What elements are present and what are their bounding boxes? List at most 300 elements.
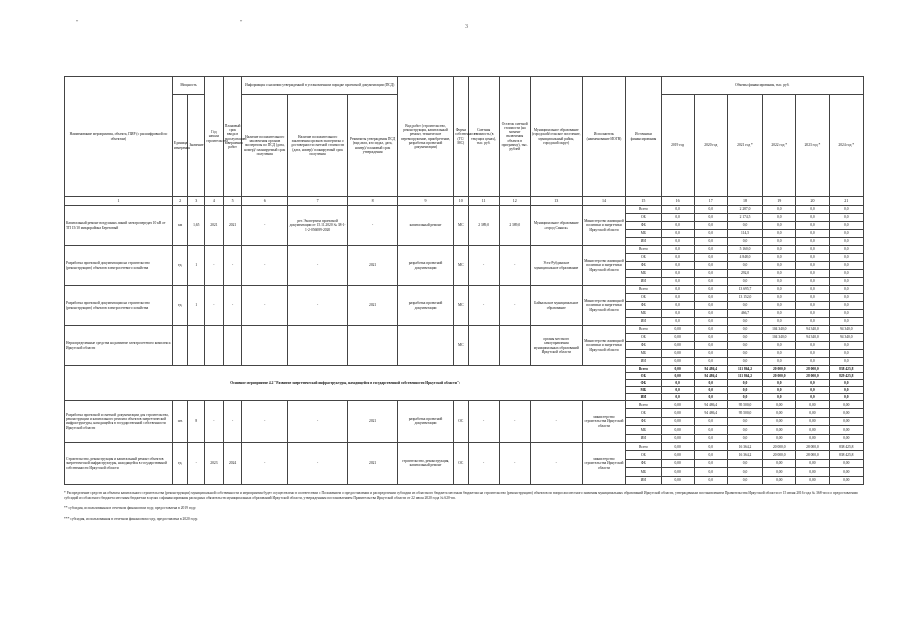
cell-amount: 0,0 <box>796 246 829 254</box>
cell-amount: 0,0 <box>727 262 762 270</box>
cell-amount: 20 000,0 <box>763 442 796 450</box>
cell-amount: 0,0 <box>694 310 727 318</box>
cell-amount: 0,00 <box>763 459 796 467</box>
cell-amount: 0,0 <box>661 302 694 310</box>
cell-amount: 94 486,4 <box>694 401 727 409</box>
cell-amount: 0,0 <box>727 278 762 286</box>
cell-amount: 0,0 <box>829 302 863 310</box>
cell-work-type: капитальный ремонт <box>398 206 454 246</box>
footnote-3: *** субсидия, использованная в отчетном финансовом году, предоставлена в 2020 году. <box>64 516 198 521</box>
cell-source: МБ <box>626 350 661 358</box>
cell-amount: 0,0 <box>829 380 863 387</box>
cell-amount: 0,0 <box>727 380 762 387</box>
table-row <box>65 246 864 254</box>
cell-amount: 0,0 <box>694 394 727 401</box>
col-num: 20 <box>796 197 829 206</box>
cell-reliability-conclusion: - <box>288 286 348 326</box>
cell-source: ФБ <box>626 417 661 425</box>
cell-reliability-conclusion: - <box>288 246 348 286</box>
cell-amount: 0,0 <box>694 222 727 230</box>
cell-amount: 28 000,0 <box>796 442 829 450</box>
cell-amount: 0,00 <box>661 373 694 380</box>
hdr-info-group: Информация о наличии утвержденной в установленном порядке проектной документации (ПСД) <box>242 77 398 95</box>
cell-amount: 0,0 <box>796 302 829 310</box>
cell-amount: 0,0 <box>763 262 796 270</box>
cell-amount: 13 695,7 <box>727 286 762 294</box>
cell-amount: 0,0 <box>763 222 796 230</box>
col-num: 1 <box>65 197 173 206</box>
cell-amount: 0,0 <box>694 380 727 387</box>
cell-amount: 0,0 <box>694 262 727 270</box>
cell-residual: - <box>499 286 530 326</box>
col-num: 11 <box>468 197 499 206</box>
cell-source: ФБ <box>626 262 661 270</box>
section-title: Основное мероприятие 4.2 "Развитие энергетической инфраструктуры, находящейся в государственной собственности Иркутской области": <box>65 366 626 401</box>
hdr-info-reliability: Наличие положительного заключения органов экспертизы о достоверности сметной стоимости (дата, номер)/ планируемый срок получения <box>288 95 348 197</box>
cell-amount: 0,0 <box>829 350 863 358</box>
cell-source: ОБ <box>626 373 661 380</box>
hdr-info-approval: Реквизиты утверждения ПСД (вид акта, кто издал, дата, номер)/ плановый срок утверждения <box>348 95 398 197</box>
cell-residual: 2 389,0 <box>499 206 530 246</box>
cell-positive-conclusion: - <box>242 246 288 286</box>
cell-amount: 0,00 <box>796 417 829 425</box>
cell-cost: - <box>468 442 499 484</box>
cell-amount: 0,0 <box>796 318 829 326</box>
hdr-year-2024: 2024 год * <box>829 95 863 197</box>
cell-amount: 0,0 <box>763 254 796 262</box>
footnotes <box>64 491 864 521</box>
cell-source: ОБ <box>626 214 661 222</box>
cell-source: ФБ <box>626 342 661 350</box>
cell-amount: 0,0 <box>829 342 863 350</box>
cell-amount: 0,0 <box>796 294 829 302</box>
cell-amount: 0,00 <box>661 459 694 467</box>
cell-amount: 0,0 <box>727 426 762 434</box>
cell-work-type: строительство, реконструкция, капитальный ремонт <box>398 442 454 484</box>
cell-amount: 94 340,0 <box>829 334 863 342</box>
cell-amount: 0,0 <box>763 278 796 286</box>
cell-executor: Министерство жилищной политики и энергетики Иркутской области <box>582 326 626 366</box>
cell-amount: 0,0 <box>694 442 727 450</box>
cell-amount: 0,0 <box>763 318 796 326</box>
cell-amount: 0,00 <box>763 468 796 476</box>
cell-amount: 0,0 <box>763 342 796 350</box>
cell-value: 1,65 <box>188 206 205 246</box>
cell-source: ИИ <box>626 434 661 442</box>
table-row <box>65 442 864 450</box>
hdr-work-type: Вид работ (строительство, реконструкция, капитальный ремонт, техническое перевооружение, приобретение, разработка проектной документации) <box>398 77 454 197</box>
cell-positive-conclusion: - <box>242 442 288 484</box>
cell-amount: 0,0 <box>661 278 694 286</box>
cell-amount: 0,0 <box>829 254 863 262</box>
cell-amount: 104 340,0 <box>763 326 796 334</box>
cell-work-type <box>398 326 454 366</box>
cell-amount: 0,00 <box>661 409 694 417</box>
cell-amount: 0,0 <box>829 278 863 286</box>
cell-amount: 0,0 <box>727 417 762 425</box>
hdr-unit: Единица измерения <box>172 95 188 197</box>
col-num: 9 <box>398 197 454 206</box>
col-num: 13 <box>530 197 582 206</box>
cell-source: Всего <box>626 401 661 409</box>
cell-year-end: 2024 <box>223 442 242 484</box>
cell-amount: 0,00 <box>829 459 863 467</box>
cell-amount: 28 000,0 <box>796 366 829 373</box>
cell-amount: 0,00 <box>661 442 694 450</box>
cell-amount: 0,0 <box>763 302 796 310</box>
cell-year-start: - <box>205 401 224 443</box>
cell-source: Всего <box>626 442 661 450</box>
cell-residual: - <box>499 246 530 286</box>
cell-amount: 0,00 <box>829 426 863 434</box>
cell-municipality: - <box>530 442 582 484</box>
cell-amount: 0,0 <box>694 318 727 326</box>
cell-amount: 0,0 <box>694 334 727 342</box>
cell-approval: 2021 <box>348 442 398 484</box>
cell-amount: 0,00 <box>661 434 694 442</box>
cell-amount: 0,0 <box>661 246 694 254</box>
cell-approval: - <box>348 206 398 246</box>
cell-amount: 111 864,2 <box>727 373 762 380</box>
cell-amount: 0,0 <box>796 254 829 262</box>
cell-amount: 0,0 <box>796 310 829 318</box>
hdr-municipality: Муниципальное образование (городской/сельское поселение, муниципальный район, городской округ) <box>530 77 582 197</box>
cell-source: МБ <box>626 468 661 476</box>
cell-amount: 0,0 <box>796 394 829 401</box>
col-num: 14 <box>582 197 626 206</box>
hdr-funding: Объемы финансирования, тыс. руб. <box>661 77 863 95</box>
program-table-sheet <box>64 76 864 485</box>
col-num: 17 <box>694 197 727 206</box>
cell-year-end: 2021 <box>223 206 242 246</box>
hdr-activity-name: Наименование мероприятия, объекта, ПИР (с расшифровкой по объектам) <box>65 77 173 197</box>
cell-amount: 0,0 <box>763 380 796 387</box>
cell-amount: 0,00 <box>661 476 694 484</box>
cell-amount: 0,0 <box>661 222 694 230</box>
cell-source: ФБ <box>626 222 661 230</box>
cell-amount: 0,0 <box>661 270 694 278</box>
cell-activity-name: Строительство, реконструкция и капитальный ремонт объектов энергетической инфраструктуры, находящейся в государственной собственности Иркутской области <box>65 442 173 484</box>
col-num: 5 <box>223 197 242 206</box>
cell-source: ФБ <box>626 459 661 467</box>
cell-activity-name: Разработка проектной документации на строительство (реконструкцию) объектов электросетевого хозяйства <box>65 286 173 326</box>
cell-amount: 0,0 <box>763 294 796 302</box>
cell-amount: 0,0 <box>763 310 796 318</box>
cell-amount: 0,0 <box>694 459 727 467</box>
cell-amount: 0,00 <box>796 426 829 434</box>
cell-amount: 0,0 <box>796 358 829 366</box>
cell-value: 1 <box>188 286 205 326</box>
cell-value: 1 <box>188 246 205 286</box>
cell-amount: 0,00 <box>661 334 694 342</box>
cell-amount: 0,0 <box>796 387 829 394</box>
col-num: 12 <box>499 197 530 206</box>
cell-amount: 0,0 <box>661 238 694 246</box>
cell-municipality: органы местного самоуправления муниципальных образований Иркутской области <box>530 326 582 366</box>
col-num: 16 <box>661 197 694 206</box>
cell-amount: 0,00 <box>661 358 694 366</box>
cell-executor: министерство строительства Иркутской области <box>582 442 626 484</box>
page-mark-left: " <box>76 20 79 26</box>
cell-amount: 0,0 <box>694 286 727 294</box>
cell-amount: 0,00 <box>763 434 796 442</box>
cell-amount: 0,00 <box>796 434 829 442</box>
cell-amount: 0,0 <box>829 294 863 302</box>
cell-executor: министерство строительства Иркутской области <box>582 401 626 443</box>
hdr-info-positive: Наличие положительного заключения органов экспертизы по ПСД (дата, номер)/ планируемый срок получения <box>242 95 288 197</box>
cell-source: МБ <box>626 426 661 434</box>
cell-unit: шт. <box>172 401 188 443</box>
cell-amount: 0,0 <box>796 230 829 238</box>
cell-unit <box>172 326 188 366</box>
cell-amount: 0,0 <box>796 286 829 294</box>
cell-amount: 13 152,0 <box>727 294 762 302</box>
cell-amount: 95 500,0 <box>727 401 762 409</box>
cell-amount: 0,00 <box>829 434 863 442</box>
cell-amount: 0,0 <box>796 270 829 278</box>
cell-municipality: Усть-Рубдинское муниципальное образование <box>530 246 582 286</box>
cell-cost: 2 389,0 <box>468 206 499 246</box>
cell-amount: 0,0 <box>727 238 762 246</box>
cell-amount: 0,0 <box>796 206 829 214</box>
cell-amount: 829 425,8 <box>829 373 863 380</box>
cell-amount: 0,00 <box>763 409 796 417</box>
cell-amount: 94 340,0 <box>796 334 829 342</box>
cell-amount: 20 000,0 <box>763 451 796 459</box>
cell-source: ИИ <box>626 238 661 246</box>
cell-amount: 0,0 <box>829 222 863 230</box>
cell-amount: 0,0 <box>694 476 727 484</box>
table-row <box>65 326 864 334</box>
cell-amount: 0,0 <box>727 334 762 342</box>
cell-amount: 0,0 <box>763 238 796 246</box>
cell-amount: 0,0 <box>796 278 829 286</box>
cell-amount: 0,00 <box>661 350 694 358</box>
table-row <box>65 206 864 214</box>
cell-amount: 0,0 <box>829 270 863 278</box>
cell-amount: 0,0 <box>694 350 727 358</box>
cell-amount: 0,0 <box>796 222 829 230</box>
hdr-year-commission: Плановый срок ввода в эксплуатацию/ завершения работ <box>223 77 242 197</box>
cell-amount: 0,00 <box>661 401 694 409</box>
cell-municipality: - <box>530 401 582 443</box>
cell-source: ОБ <box>626 254 661 262</box>
col-num: 21 <box>829 197 863 206</box>
cell-amount: 0,00 <box>796 401 829 409</box>
cell-source: ОБ <box>626 451 661 459</box>
cell-amount: 0,0 <box>829 206 863 214</box>
cell-unit: ед. <box>172 246 188 286</box>
cell-residual: - <box>499 401 530 443</box>
cell-source: МБ <box>626 230 661 238</box>
cell-activity-name: Капитальный ремонт воздушных линий электропередач 10 кВ от ТП 15/10 микрорайона Березовый <box>65 206 173 246</box>
cell-amount: 0,0 <box>694 342 727 350</box>
cell-year-end: - <box>223 401 242 443</box>
cell-amount: 0,00 <box>829 401 863 409</box>
cell-source: ОБ <box>626 409 661 417</box>
cell-amount: 0,0 <box>694 214 727 222</box>
cell-source: Всего <box>626 206 661 214</box>
cell-amount: 0,0 <box>661 394 694 401</box>
cell-source: ИИ <box>626 278 661 286</box>
cell-amount: 0,00 <box>763 426 796 434</box>
cell-amount: 0,0 <box>727 342 762 350</box>
col-num: 6 <box>242 197 288 206</box>
cell-amount: 94 486,4 <box>694 409 727 417</box>
cell-amount: 0,00 <box>796 476 829 484</box>
cell-positive-conclusion <box>242 326 288 366</box>
cell-amount: 0,0 <box>694 326 727 334</box>
cell-unit: ед. <box>172 442 188 484</box>
cell-amount: 0,0 <box>661 230 694 238</box>
cell-amount: 0,00 <box>661 417 694 425</box>
cell-amount: 0,0 <box>727 350 762 358</box>
cell-positive-conclusion: - <box>242 401 288 443</box>
cell-amount: 0,0 <box>694 230 727 238</box>
col-num: 15 <box>626 197 661 206</box>
cell-cost: - <box>468 246 499 286</box>
cell-amount: 0,0 <box>763 394 796 401</box>
cell-value: - <box>188 442 205 484</box>
hdr-residual: Остаток сметной стоимости (на момент включения объекта в программу), тыс. рублей <box>499 77 530 197</box>
cell-amount: 0,0 <box>694 302 727 310</box>
cell-municipality: Байкальское муниципальное образование <box>530 286 582 326</box>
cell-amount: 0,0 <box>694 270 727 278</box>
cell-source: МБ <box>626 270 661 278</box>
cell-amount: 95 500,0 <box>727 409 762 417</box>
cell-source: МБ <box>626 387 661 394</box>
hdr-ownership: Форма собственности (ГС/МС) <box>454 77 469 197</box>
cell-amount: 0,0 <box>694 278 727 286</box>
cell-value <box>188 326 205 366</box>
cell-work-type: разработка проектной документации <box>398 401 454 443</box>
cell-amount: 20 000,0 <box>763 373 796 380</box>
cell-amount: 0,0 <box>829 238 863 246</box>
cell-amount: 0,00 <box>661 451 694 459</box>
cell-amount: 0,0 <box>727 387 762 394</box>
cell-reliability-conclusion <box>288 326 348 366</box>
cell-amount: 0,0 <box>796 262 829 270</box>
cell-source: Всего <box>626 286 661 294</box>
cell-amount: 0,00 <box>796 468 829 476</box>
col-num: 4 <box>205 197 224 206</box>
cell-amount: 0,0 <box>796 342 829 350</box>
table-body <box>65 77 864 485</box>
cell-amount: 0,0 <box>727 459 762 467</box>
cell-amount: 28 000,0 <box>796 373 829 380</box>
cell-amount: 0,0 <box>763 387 796 394</box>
cell-amount: 0,00 <box>661 426 694 434</box>
cell-year-end <box>223 326 242 366</box>
cell-activity-name: Нераспределенные средства на развитие электросетевого комплекса Иркутской области <box>65 326 173 366</box>
cell-amount: 0,00 <box>829 476 863 484</box>
cell-amount: 104 340,0 <box>763 334 796 342</box>
cell-amount: 0,0 <box>694 246 727 254</box>
cell-amount: 0,0 <box>829 358 863 366</box>
cell-value: 8 <box>188 401 205 443</box>
col-num: 7 <box>288 197 348 206</box>
cell-amount: 0,00 <box>763 417 796 425</box>
cell-amount: 0,0 <box>661 214 694 222</box>
cell-municipality: Муниципальное образование «город Саянск» <box>530 206 582 246</box>
cell-reliability-conclusion: рег. Экспертиза проектной документации от 15.11.2020 № 38-1-1-2-056089-2020 <box>288 206 348 246</box>
hdr-sources: Источники финансирования <box>626 77 661 197</box>
hdr-capacity: Мощность <box>172 77 204 95</box>
cell-year-end: - <box>223 246 242 286</box>
col-num: 18 <box>727 197 762 206</box>
cell-amount: 0,0 <box>727 358 762 366</box>
col-num: 3 <box>188 197 205 206</box>
cell-work-type: разработка проектной документации <box>398 286 454 326</box>
cell-amount: 0,0 <box>829 230 863 238</box>
col-num: 10 <box>454 197 469 206</box>
cell-amount: 0,00 <box>763 476 796 484</box>
cell-amount: 0,0 <box>661 286 694 294</box>
cell-amount: 94 486,4 <box>694 373 727 380</box>
cell-amount: 114,5 <box>727 230 762 238</box>
cell-amount: 0,0 <box>796 380 829 387</box>
cell-amount: 94 340,0 <box>796 326 829 334</box>
cell-amount: 0,0 <box>829 310 863 318</box>
cell-amount: 0,0 <box>796 238 829 246</box>
cell-amount: 0,00 <box>796 409 829 417</box>
cell-amount: 0,00 <box>661 326 694 334</box>
cell-source: ИИ <box>626 358 661 366</box>
hdr-cost: Сметная стоимость (в текущих ценах), тыс. руб. <box>468 77 499 197</box>
cell-amount: 0,00 <box>829 417 863 425</box>
cell-amount: 838 425,8 <box>829 442 863 450</box>
cell-year-start <box>205 326 224 366</box>
cell-amount: 838 425,8 <box>829 366 863 373</box>
page-number: 3 <box>465 24 468 30</box>
cell-amount: 0,0 <box>763 214 796 222</box>
cell-amount: 838 425,8 <box>829 451 863 459</box>
program-table <box>64 76 864 485</box>
cell-positive-conclusion: - <box>242 206 288 246</box>
col-num: 8 <box>348 197 398 206</box>
cell-amount: 0,0 <box>829 318 863 326</box>
cell-source: Всего <box>626 366 661 373</box>
cell-cost: - <box>468 401 499 443</box>
cell-year-start: 2021 <box>205 206 224 246</box>
cell-amount: 0,0 <box>694 238 727 246</box>
cell-amount: 0,0 <box>661 294 694 302</box>
cell-amount: 94 486,4 <box>694 366 727 373</box>
cell-amount: 0,0 <box>727 476 762 484</box>
cell-amount: 0,0 <box>661 387 694 394</box>
cell-cost: - <box>468 286 499 326</box>
cell-amount: 16 364,2 <box>727 442 762 450</box>
cell-source: ИИ <box>626 318 661 326</box>
cell-ownership: МС <box>454 206 469 246</box>
col-num: 2 <box>172 197 188 206</box>
cell-amount: 0,0 <box>763 206 796 214</box>
cell-amount: 0,0 <box>694 206 727 214</box>
hdr-year-2019: 2019 год <box>661 95 694 197</box>
cell-amount: 0,00 <box>661 342 694 350</box>
cell-amount: 0,0 <box>763 230 796 238</box>
cell-amount: 0,00 <box>829 409 863 417</box>
cell-amount: 0,0 <box>763 358 796 366</box>
cell-unit: км <box>172 206 188 246</box>
cell-amount: 0,0 <box>763 286 796 294</box>
cell-amount: 0,00 <box>829 468 863 476</box>
cell-source: МБ <box>626 310 661 318</box>
cell-reliability-conclusion: - <box>288 401 348 443</box>
cell-amount: 0,0 <box>727 468 762 476</box>
cell-amount: 0,0 <box>763 270 796 278</box>
cell-source: Всего <box>626 326 661 334</box>
